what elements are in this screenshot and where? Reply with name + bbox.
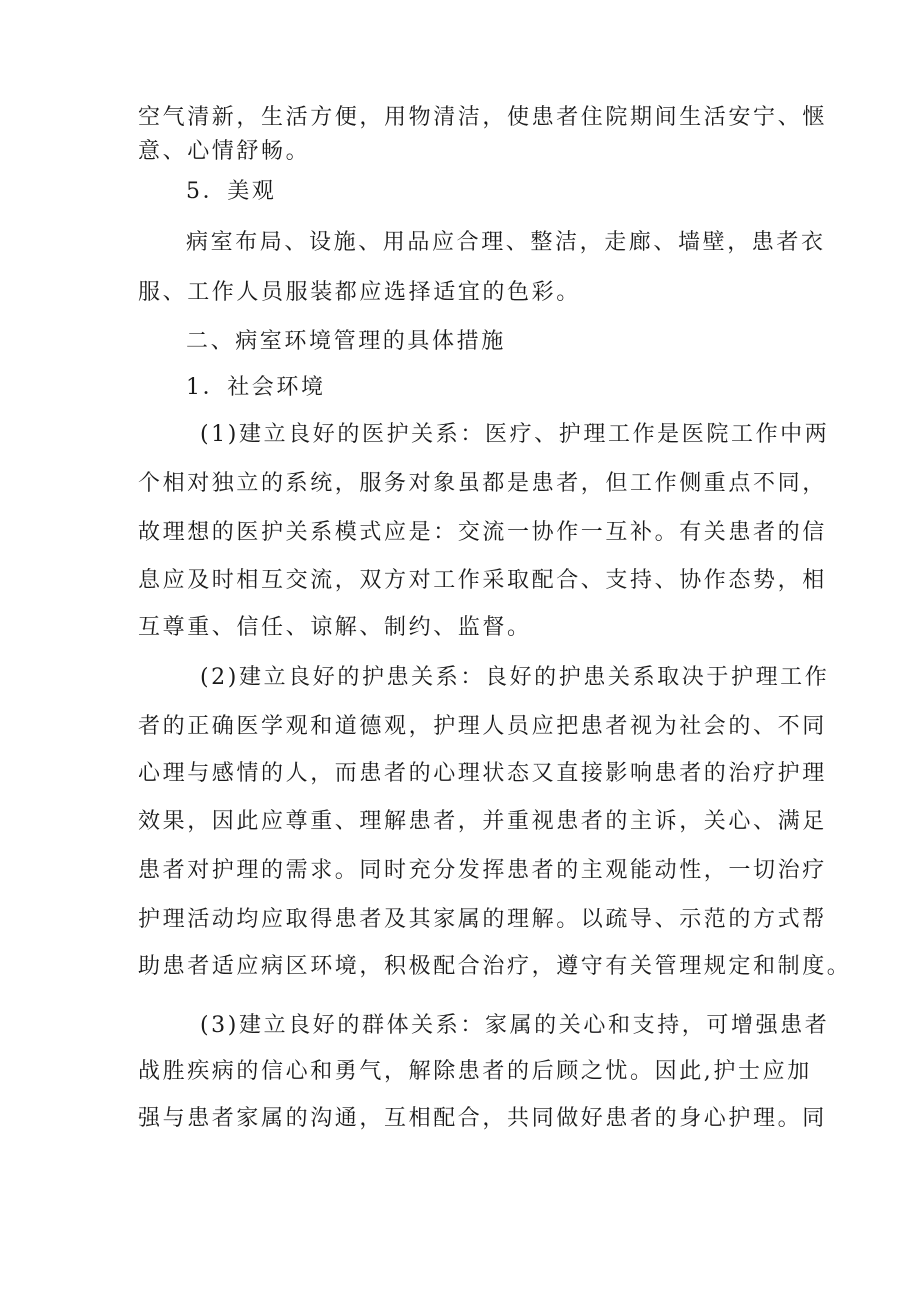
text-line: 患者对护理的需求。同时充分发挥患者的主观能动性，一切治疗 [138, 858, 827, 883]
text-line: 者的正确医学观和道德观，护理人员应把患者视为社会的、不同 [138, 714, 827, 739]
text-line: 互尊重、信任、谅解、制约、监督。 [138, 615, 532, 640]
text-line: 效果，因此应尊重、理解患者，并重视患者的主诉，关心、满足 [138, 809, 827, 834]
text-line: 服、工作人员服装都应选择适宜的色彩。 [138, 280, 581, 305]
text-line: 空气清新，生活方便，用物清洁，使患者住院期间生活安宁、惬 [138, 105, 827, 130]
text-line: (2)建立良好的护患关系：良好的护患关系取决于护理工作 [200, 665, 830, 690]
section-heading: 二、病室环境管理的具体措施 [186, 329, 506, 354]
text-line: 病室布局、设施、用品应合理、整洁，走廊、墙壁，患者衣 [186, 230, 826, 255]
text-line: 意、心情舒畅。 [138, 139, 311, 164]
text-line: 助患者适应病区环境，积极配合治疗，遵守有关管理规定和制度。 [138, 954, 852, 979]
text-line: 故理想的医护关系模式应是：交流一协作一互补。有关患者的信 [138, 520, 827, 545]
text-line: 护理活动均应取得患者及其家属的理解。以疏导、示范的方式帮 [138, 907, 827, 932]
text-line: 战胜疾病的信心和勇气，解除患者的后顾之忧。因此,护士应加 [138, 1059, 812, 1084]
text-line: (3)建立良好的群体关系：家属的关心和支持，可增强患者 [200, 1013, 830, 1038]
text-line: 个相对独立的系统，服务对象虽都是患者，但工作侧重点不同， [138, 471, 827, 496]
text-line: 息应及时相互交流，双方对工作采取配合、支持、协作态势，相 [138, 568, 827, 593]
subsection-heading: 1．社会环境 [186, 375, 326, 400]
text-line: 强与患者家属的沟通，互相配合，共同做好患者的身心护理。同 [138, 1106, 827, 1131]
text-line: 心理与感情的人，而患者的心理状态又直接影响患者的治疗护理 [138, 761, 827, 786]
text-line: (1)建立良好的医护关系：医疗、护理工作是医院工作中两 [200, 422, 830, 447]
section-heading: 5．美观 [186, 179, 277, 204]
